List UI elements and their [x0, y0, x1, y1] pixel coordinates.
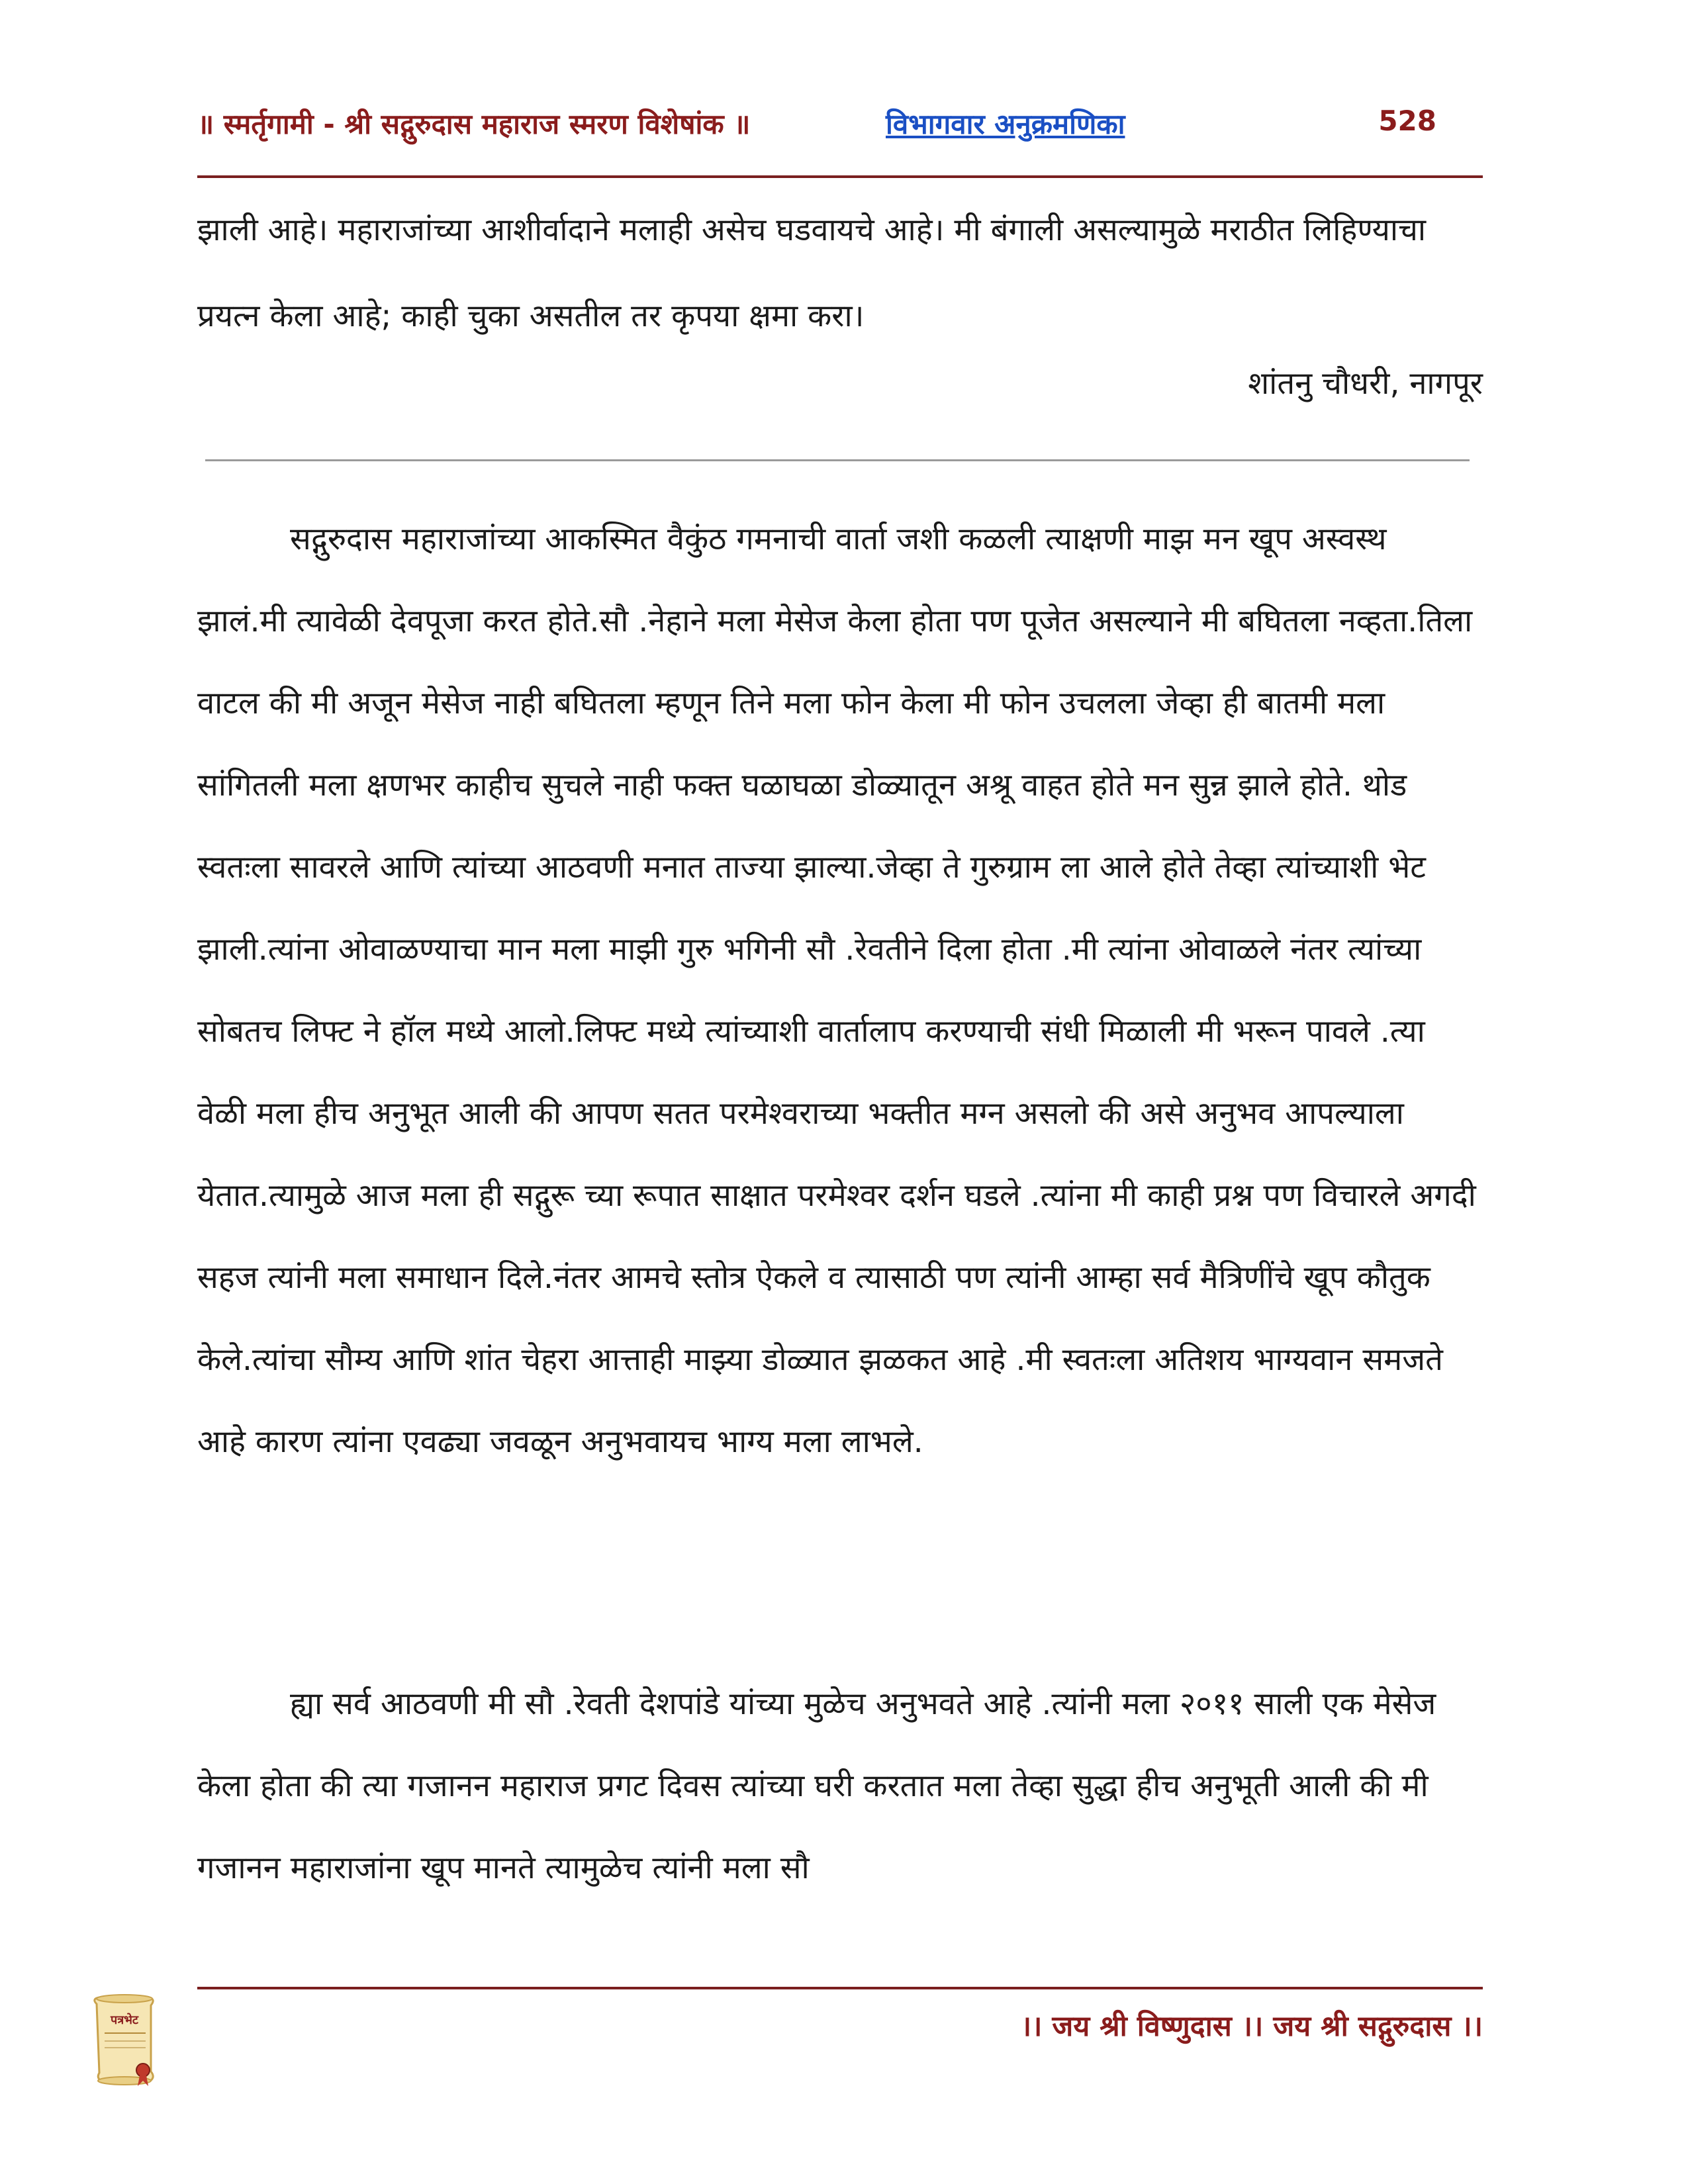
magazine-title: ॥ स्मर्तृगामी - श्री सद्गुरुदास महाराज स्मरण विशेषांक ॥ [197, 108, 751, 140]
article-paragraph-2: ह्या सर्व आठवणी मी सौ .रेवती देशपांडे यांच्या मुळेच अनुभवते आहे .त्यांनी मला २०११ साली एक मेसेज केला होता की त्या गजानन महाराज प्रगट दिवस त्यांच्या घरी करतात मला तेव्हा सुद्धा हीच अनुभूती आली की मी गजानन महाराजांना खूप मानते त्यामुळेच त्यांनी मला सौ [197, 1686, 1436, 1886]
page-number: 528 [1378, 105, 1436, 137]
footer-divider [197, 1987, 1483, 1989]
patrabhet-scroll-logo-icon [85, 1992, 164, 2091]
section-index-link[interactable]: विभागवार अनुक्रमणिका [886, 108, 1125, 140]
intro-paragraph: झाली आहे। महाराजांच्या आशीर्वादाने मलाही असेच घडवायचे आहे। मी बंगाली असल्यामुळे मराठीत लिहिण्याचा प्रयत्न केला आहे; काही चुका असतील तर कृपया क्षमा करा। [197, 212, 1427, 334]
footer-slogan: ।। जय श्री विष्णुदास ।। जय श्री सद्गुरुदास ।। [1020, 2010, 1483, 2043]
article-paragraph-1: सद्गुरुदास महाराजांच्या आकस्मित वैकुंठ गमनाची वार्ता जशी कळली त्याक्षणी माझ मन खूप अस्वस्थ झालं.मी त्यावेळी देवपूजा करत होते.सौ .नेहाने मला मेसेज केला होता पण पूजेत असल्याने मी बघितला नव्हता.तिला वाटल की मी अजून मेसेज नाही बघितला म्हणून तिने मला फोन केला मी फोन उचलला जेव्हा ही बातमी मला सांगितली मला क्षणभर काहीच सुचले नाही फक्त घळाघळा डोळ्यातून अश्रू वाहत होते मन सुन्न झाले होते. थोड स्वतःला सावरले आणि त्यांच्या आठवणी मनात ताज्या झाल्या.जेव्हा ते गुरुग्राम ला आले होते तेव्हा त्यांच्याशी भेट झाली.त्यांना ओवाळण्याचा मान मला माझी गुरु भगिनी सौ .रेवतीने दिला होता .मी त्यांना ओवाळले नंतर त्यांच्या सोबतच लिफ्ट ने हॉल मध्ये आलो.लिफ्ट मध्ये त्यांच्याशी वार्तालाप करण्याची संधी मिळाली मी भरून पावले .त्या वेळी मला हीच अनुभूत आली की आपण सतत परमेश्वराच्या भक्तीत मग्न असलो की असे अनुभव आपल्याला येतात.त्यामुळे आज मला ही सद्गुरू च्या रूपात साक्षात परमेश्वर दर्शन घडले .त्यांना मी काही प्रश्न पण विचारले अगदी सहज त्यांनी मला समाधान दिले.नंतर आमचे स्तोत्र ऐकले व त्यासाठी पण त्यांनी आम्हा सर्व मैत्रिणींचे खूप कौतुक केले.त्यांचा सौम्य आणि शांत चेहरा आत्ताही माझ्या डोळ्यात झळकत आहे .मी स्वतःला अतिशय भाग्यवान समजते आहे कारण त्यांना एवढ्या जवळून अनुभवायच भाग्य मला लाभले. [197, 521, 1476, 1460]
section-divider [205, 459, 1470, 461]
page-header [197, 99, 1483, 152]
author-signature: शांतनु चौधरी, नागपूर [1248, 365, 1483, 402]
logo-text: पत्रभेट [111, 2013, 138, 2027]
header-divider [197, 175, 1483, 178]
